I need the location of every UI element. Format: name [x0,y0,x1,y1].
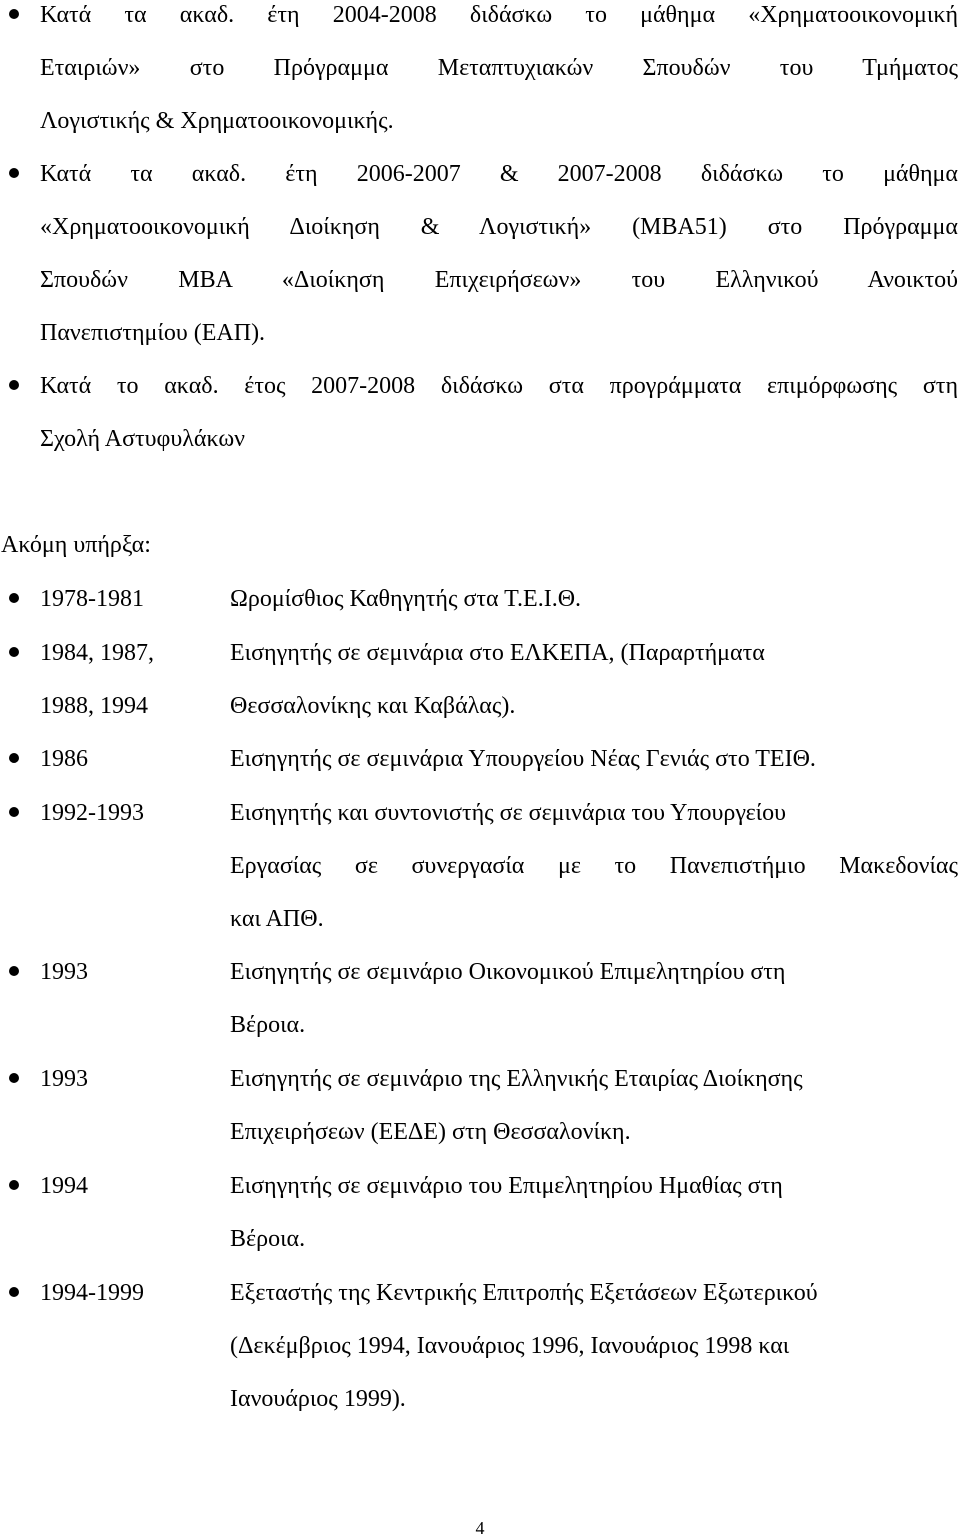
position-2-years-1: 1984, 1987, [40,640,154,666]
teaching-2-line-1: Κατά τα ακαδ. έτη 2006-2007 & 2007-2008 διδάσκω το μάθημα [40,161,958,187]
teaching-1-line-2: Εταιριών» στο Πρόγραμμα Μεταπτυχιακών Σπουδών του Τμήματος [40,55,958,81]
position-4-years: 1992-1993 [40,800,144,826]
bullet-icon [9,753,19,763]
position-5-years: 1993 [40,959,88,985]
position-6-years: 1993 [40,1066,88,1092]
position-6-line-1: Εισηγητής σε σεμινάριο της Ελληνικής Εταιρίας Διοίκησης [230,1066,803,1092]
bullet-icon [9,1180,19,1190]
position-3-years: 1986 [40,746,88,772]
bullet-icon [9,807,19,817]
position-1-years: 1978-1981 [40,586,144,612]
bullet-icon [9,1073,19,1083]
position-8-line-3: Ιανουάριος 1999). [230,1386,406,1412]
position-7-line-2: Βέροια. [230,1226,306,1252]
position-5-line-1: Εισηγητής σε σεμινάριο Οικονομικού Επιμελητηρίου στη [230,959,786,985]
bullet-icon [9,9,19,19]
position-4-line-2: Εργασίας σε συνεργασία με το Πανεπιστήμιο Μακεδονίας [230,853,958,879]
position-7-line-1: Εισηγητής σε σεμινάριο του Επιμελητηρίου Ημαθίας στη [230,1173,783,1199]
position-8-line-2: (Δεκέμβριος 1994, Ιανουάριος 1996, Ιανουάριος 1998 και [230,1333,790,1359]
position-1-line-1: Ωρομίσθιος Καθηγητής στα Τ.Ε.Ι.Θ. [230,586,582,612]
position-2-line-1: Εισηγητής σε σεμινάρια στο ΕΛΚΕΠΑ, (Παραρτήματα [230,640,765,666]
position-2-years-2: 1988, 1994 [40,693,148,719]
teaching-3-line-1: Κατά το ακαδ. έτος 2007-2008 διδάσκω στα προγράμματα επιμόρφωσης στη [40,373,958,399]
also-heading: Ακόμη υπήρξα: [1,532,151,558]
position-3-line-1: Εισηγητής σε σεμινάρια Υπουργείου Νέας Γενιάς στο ΤΕΙΘ. [230,746,816,772]
teaching-3-line-2: Σχολή Αστυφυλάκων [40,426,246,452]
position-8-years: 1994-1999 [40,1280,144,1306]
page-number: 4 [475,1518,485,1538]
position-4-line-1: Εισηγητής και συντονιστής σε σεμινάρια του Υπουργείου [230,800,786,826]
teaching-1-line-1: Κατά τα ακαδ. έτη 2004-2008 διδάσκω το μάθημα «Χρηματοοικονομική [40,2,958,28]
bullet-icon [9,1287,19,1297]
position-8-line-1: Εξεταστής της Κεντρικής Επιτροπής Εξετάσεων Εξωτερικού [230,1280,818,1306]
bullet-icon [9,647,19,657]
bullet-icon [9,168,19,178]
teaching-2-line-3: Σπουδών ΜΒΑ «Διοίκηση Επιχειρήσεων» του Ελληνικού Ανοικτού [40,267,958,293]
position-7-years: 1994 [40,1173,88,1199]
position-4-line-3: και ΑΠΘ. [230,906,324,932]
teaching-2-line-4: Πανεπιστημίου (ΕΑΠ). [40,320,266,346]
position-5-line-2: Βέροια. [230,1012,306,1038]
teaching-2-line-2: «Χρηματοοικονομική Διοίκηση & Λογιστική» (ΜΒΑ51) στο Πρόγραμμα [40,214,958,240]
teaching-1-line-3: Λογιστικής & Χρηματοοικονομικής. [40,108,394,134]
bullet-icon [9,966,19,976]
bullet-icon [9,380,19,390]
position-6-line-2: Επιχειρήσεων (ΕΕΔΕ) στη Θεσσαλονίκη. [230,1119,631,1145]
position-2-line-2: Θεσσαλονίκης και Καβάλας). [230,693,516,719]
bullet-icon [9,593,19,603]
